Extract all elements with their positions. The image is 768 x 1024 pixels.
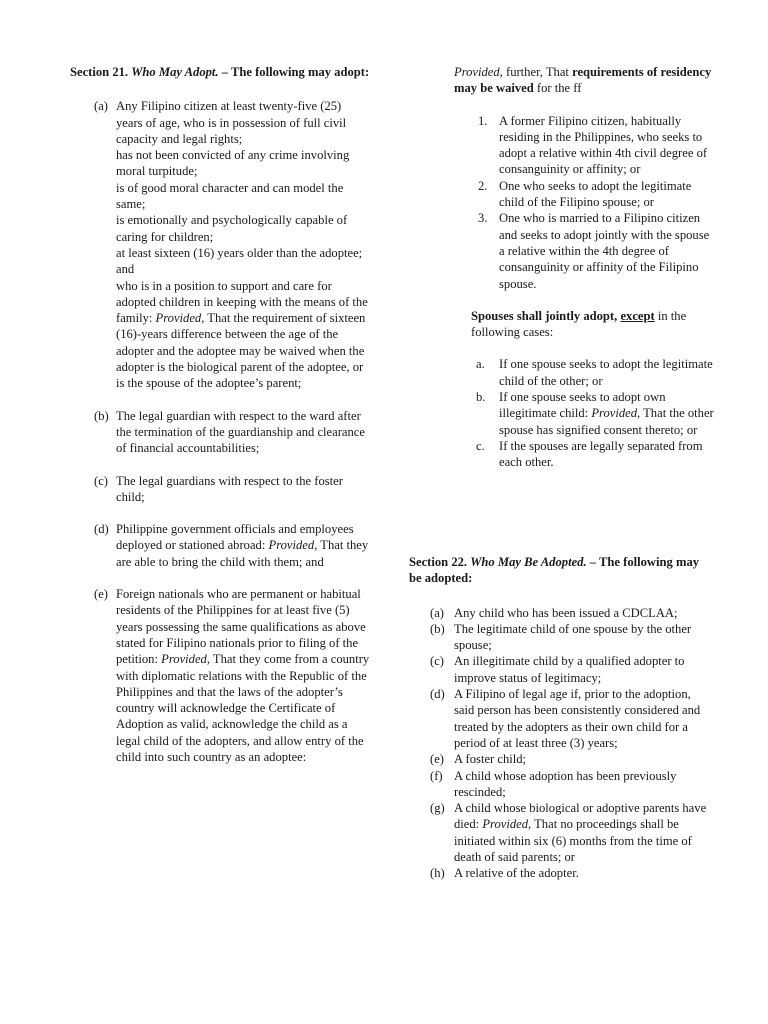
joint-adoption-rule: Spouses shall jointly adopt, bbox=[471, 308, 618, 323]
residency-waiver-paragraph bbox=[409, 64, 714, 97]
provided-keyword: Provided, bbox=[591, 406, 641, 421]
list-marker: (h) bbox=[430, 866, 445, 881]
item-a-proviso-text: That the requirement of sixteen (16)-years difference between the age of the adopter and the adoptee may be waived when the adopter is the biological parent of the adoptee, or is the spouse of the adoptee’s parent; bbox=[116, 311, 366, 391]
item-text-rest: That they are able to bring the child with them; and bbox=[116, 538, 369, 569]
list-marker: 3. bbox=[478, 211, 488, 226]
list-marker: 1. bbox=[478, 113, 488, 128]
residency-intro: further, That bbox=[506, 65, 569, 79]
item-text-lead: If one spouse seeks to adopt own illegitimate child: bbox=[499, 390, 666, 421]
item-a-line-5: at least sixteen (16) years older than the adoptee; and bbox=[116, 245, 363, 277]
joint-adoption-tail: in the following cases: bbox=[471, 308, 687, 340]
item-text: If the spouses are legally separated from each other. bbox=[499, 438, 703, 470]
provided-keyword: Provided, bbox=[454, 65, 503, 79]
item-a-line-3: is of good moral character and can model the same; bbox=[116, 180, 344, 212]
provided-keyword: Provided, bbox=[268, 538, 318, 553]
item-text-rest: That no proceedings shall be initiated within six (6) months from the time of death of said parents; or bbox=[454, 817, 692, 865]
item-text: The legitimate child of one spouse by the other spouse; bbox=[454, 621, 692, 653]
section-21-intro: – The following may adopt: bbox=[221, 65, 370, 79]
list-marker: (a) bbox=[430, 605, 444, 620]
list-item bbox=[409, 621, 714, 654]
except-keyword: except bbox=[620, 308, 655, 323]
section-22-intro: – The following may be adopted: bbox=[409, 555, 700, 586]
list-item bbox=[409, 356, 714, 389]
item-text-lead: Foreign nationals who are permanent or habitual residents of the Philippines for at least five (5) years possessing the same qualifications as above stated for Filipino nationals prior to filing of the petition: bbox=[116, 587, 366, 667]
list-marker: (a) bbox=[94, 99, 108, 114]
item-text: The legal guardians with respect to the foster child; bbox=[116, 473, 343, 504]
right-column bbox=[409, 64, 714, 471]
joint-adoption-paragraph bbox=[409, 308, 714, 341]
item-text-lead: A child whose biological or adoptive parents have died: bbox=[454, 801, 707, 832]
list-item bbox=[409, 686, 714, 751]
item-a-line-2: has not been convicted of any crime involving moral turpitude; bbox=[116, 148, 350, 179]
list-marker: (b) bbox=[430, 621, 445, 636]
list-item bbox=[409, 768, 714, 801]
adoptee-list bbox=[409, 605, 714, 882]
list-item bbox=[70, 473, 370, 506]
item-text: A child whose adoption has been previously rescinded; bbox=[454, 768, 677, 799]
list-item bbox=[409, 438, 714, 471]
residency-waived-text: requirements of residency may be waived bbox=[454, 65, 712, 96]
list-marker: 2. bbox=[478, 178, 488, 193]
section-22 bbox=[409, 554, 714, 882]
list-item bbox=[409, 389, 714, 438]
list-item bbox=[70, 586, 370, 765]
list-marker: (f) bbox=[430, 768, 443, 783]
list-item bbox=[409, 210, 714, 291]
item-a-proviso-lead: who is in a position to support and care for adopted children in keeping with the means of the family: bbox=[116, 278, 368, 326]
provided-keyword: Provided, bbox=[482, 817, 532, 832]
item-a-line-6 bbox=[116, 278, 370, 392]
list-item bbox=[409, 865, 714, 881]
item-text: An illegitimate child by a qualified adopter to improve status of legitimacy; bbox=[454, 654, 685, 685]
list-marker: a. bbox=[476, 357, 485, 372]
section-21-heading bbox=[70, 64, 370, 80]
section-22-heading bbox=[409, 554, 714, 587]
list-item bbox=[409, 178, 714, 211]
item-text-lead: Philippine government officials and employees deployed or stationed abroad: bbox=[116, 522, 354, 553]
section-21-number: Section 21. bbox=[70, 65, 129, 79]
list-marker: b. bbox=[476, 390, 486, 405]
list-item bbox=[70, 521, 370, 570]
provided-keyword: Provided, bbox=[155, 311, 205, 326]
item-text: One who is married to a Filipino citizen and seeks to adopt jointly with the spouse a relative within the 4th degree of consanguinity or affinity of the Filipino spouse. bbox=[499, 211, 710, 291]
joint-adoption-exception-list bbox=[409, 356, 714, 470]
item-text: A relative of the adopter. bbox=[454, 866, 579, 881]
provided-keyword: Provided, bbox=[161, 652, 210, 667]
section-22-title: Who May Be Adopted. bbox=[470, 555, 587, 569]
left-column bbox=[70, 64, 370, 781]
list-marker: (d) bbox=[430, 687, 445, 702]
list-item bbox=[409, 605, 714, 621]
residency-tail: for the ff bbox=[536, 81, 582, 96]
list-marker: (c) bbox=[430, 654, 444, 669]
item-text: The legal guardian with respect to the ward after the termination of the guardianship and clearance of financial accountabilities; bbox=[116, 408, 365, 456]
item-text: A foster child; bbox=[454, 752, 527, 767]
list-item bbox=[409, 751, 714, 767]
list-marker: (c) bbox=[94, 473, 108, 488]
section-21-title: Who May Adopt. bbox=[131, 65, 219, 79]
list-marker: (d) bbox=[94, 522, 109, 537]
item-text: Any child who has been issued a CDCLAA; bbox=[454, 605, 678, 620]
residency-exception-list bbox=[409, 113, 714, 292]
list-marker: c. bbox=[476, 438, 485, 453]
item-text: One who seeks to adopt the legitimate child of the Filipino spouse; or bbox=[499, 178, 692, 210]
list-item bbox=[409, 653, 714, 686]
item-a-line-4: is emotionally and psychologically capable of caring for children; bbox=[116, 213, 348, 244]
list-item bbox=[409, 113, 714, 178]
section-22-number: Section 22. bbox=[409, 555, 468, 569]
list-item bbox=[409, 800, 714, 865]
item-a-line-1: Any Filipino citizen at least twenty-five (25) years of age, who is in possession of full civil capacity and legal rights; bbox=[116, 99, 347, 146]
list-item bbox=[70, 408, 370, 457]
item-text: A former Filipino citizen, habitually residing in the Philippines, who seeks to adopt a relative within 4th civil degree of consanguinity or affinity; or bbox=[499, 113, 708, 177]
item-text: If one spouse seeks to adopt the legitimate child of the other; or bbox=[499, 357, 713, 388]
list-marker: (e) bbox=[430, 752, 444, 767]
item-text-rest: That the other spouse has signified consent thereto; or bbox=[499, 406, 714, 437]
list-marker: (g) bbox=[430, 801, 445, 816]
list-marker: (e) bbox=[94, 587, 108, 602]
adopter-list bbox=[70, 98, 370, 765]
item-text-rest: That they come from a country with diplomatic relations with the Republic of the Philippines and that the laws of the adopter’s country will acknowledge the Certificate of Adoption as valid, acknowledge the child as a legal child of the adopters, and allow entry of the child into such country as an adoptee: bbox=[116, 652, 370, 764]
item-text: A Filipino of legal age if, prior to the adoption, said person has been consistently considered and treated by the adopters as their own child for a period of at least three (3) years; bbox=[454, 687, 701, 750]
list-marker: (b) bbox=[94, 408, 109, 423]
list-item bbox=[70, 98, 370, 391]
